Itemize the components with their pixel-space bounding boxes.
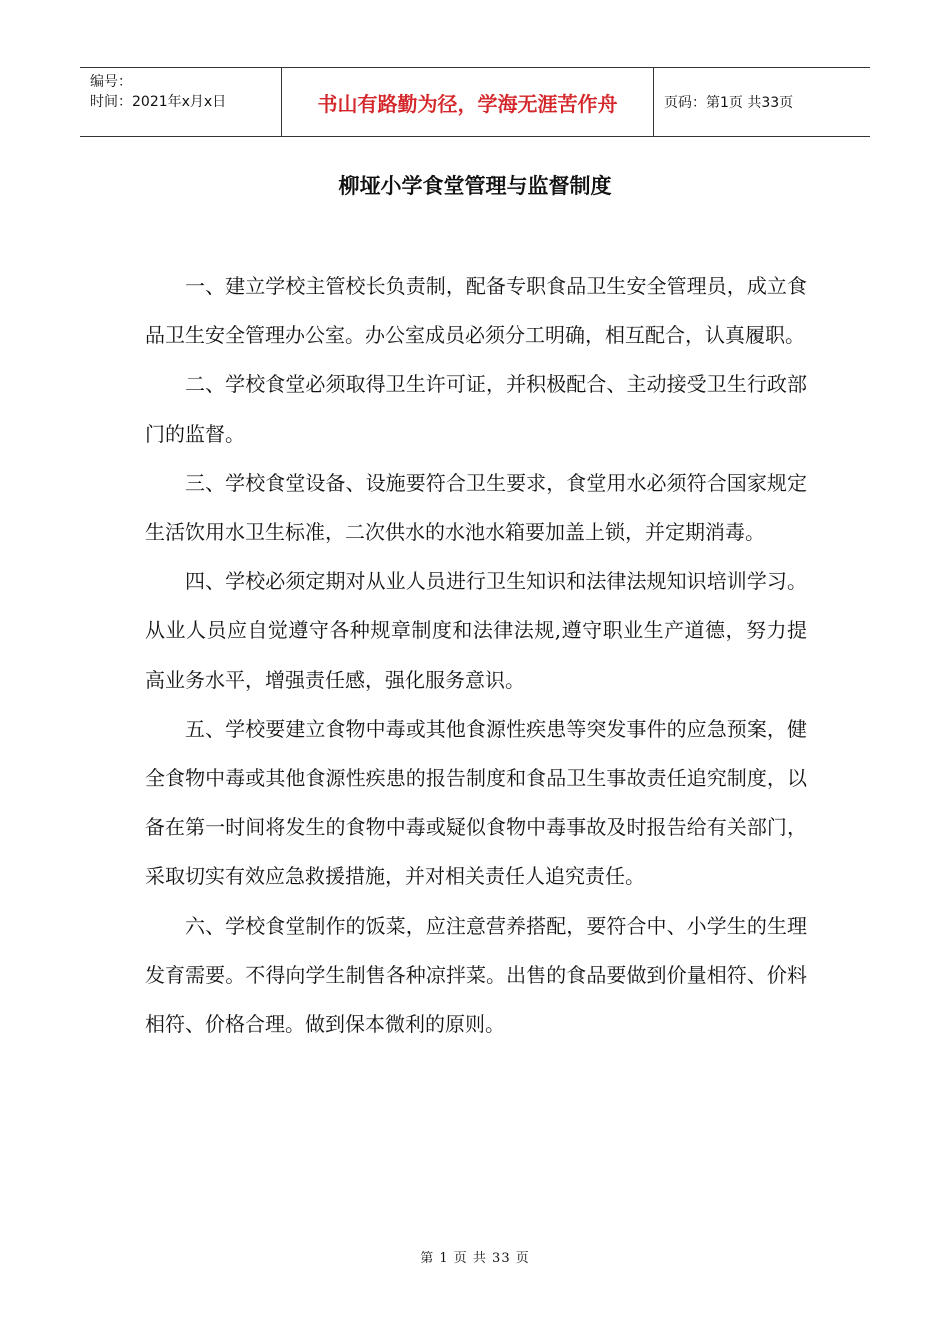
paragraph: 二、学校食堂必须取得卫生许可证，并积极配合、主动接受卫生行政部门的监督。 bbox=[145, 372, 807, 446]
paragraph: 一、建立学校主管校长负责制，配备专职食品卫生安全管理员，成立食品卫生安全管理办公室。办公室成员必须分工明确，相互配合，认真履职。 bbox=[145, 274, 807, 348]
header-motto: 书山有路勤为径，学海无涯苦作舟 bbox=[282, 68, 654, 136]
document-title: 柳垭小学食堂管理与监督制度 bbox=[338, 174, 612, 198]
page-footer: 第 1 页 共 33 页 bbox=[420, 1251, 530, 1266]
paragraph: 四、学校必须定期对从业人员进行卫生知识和法律法规知识培训学习。从业人员应自觉遵守各种规章制度和法律法规,遵守职业生产道德，努力提高业务水平，增强责任感，强化服务意识。 bbox=[145, 569, 807, 692]
page-header bbox=[80, 67, 870, 137]
document-number-label: 编号： bbox=[90, 74, 132, 90]
paragraph: 三、学校食堂设备、设施要符合卫生要求，食堂用水必须符合国家规定生活饮用水卫生标准，二次供水的水池水箱要加盖上锁，并定期消毒。 bbox=[145, 470, 807, 545]
document-time-label: 时间：2021年x月x日 bbox=[90, 94, 227, 110]
paragraph: 五、学校要建立食物中毒或其他食源性疾患等突发事件的应急预案，健全食物中毒或其他食源性疾患的报告制度和食品卫生事故责任追究制度，以备在第一时间将发生的食物中毒或疑似食物中毒事故及时报告给有关部门，采取切实有效应急救援措施，并对相关责任人追究责任。 bbox=[145, 716, 807, 889]
header-page-info: 页码：第1页 共33页 bbox=[664, 95, 794, 111]
document-body bbox=[145, 262, 807, 1049]
paragraph: 六、学校食堂制作的饭菜，应注意营养搭配，要符合中、小学生的生理发育需要。不得向学生制售各种凉拌菜。出售的食品要做到价量相符、价料相符、价格合理。做到保本微利的原则。 bbox=[145, 913, 807, 1037]
header-meta-cell bbox=[80, 68, 282, 136]
